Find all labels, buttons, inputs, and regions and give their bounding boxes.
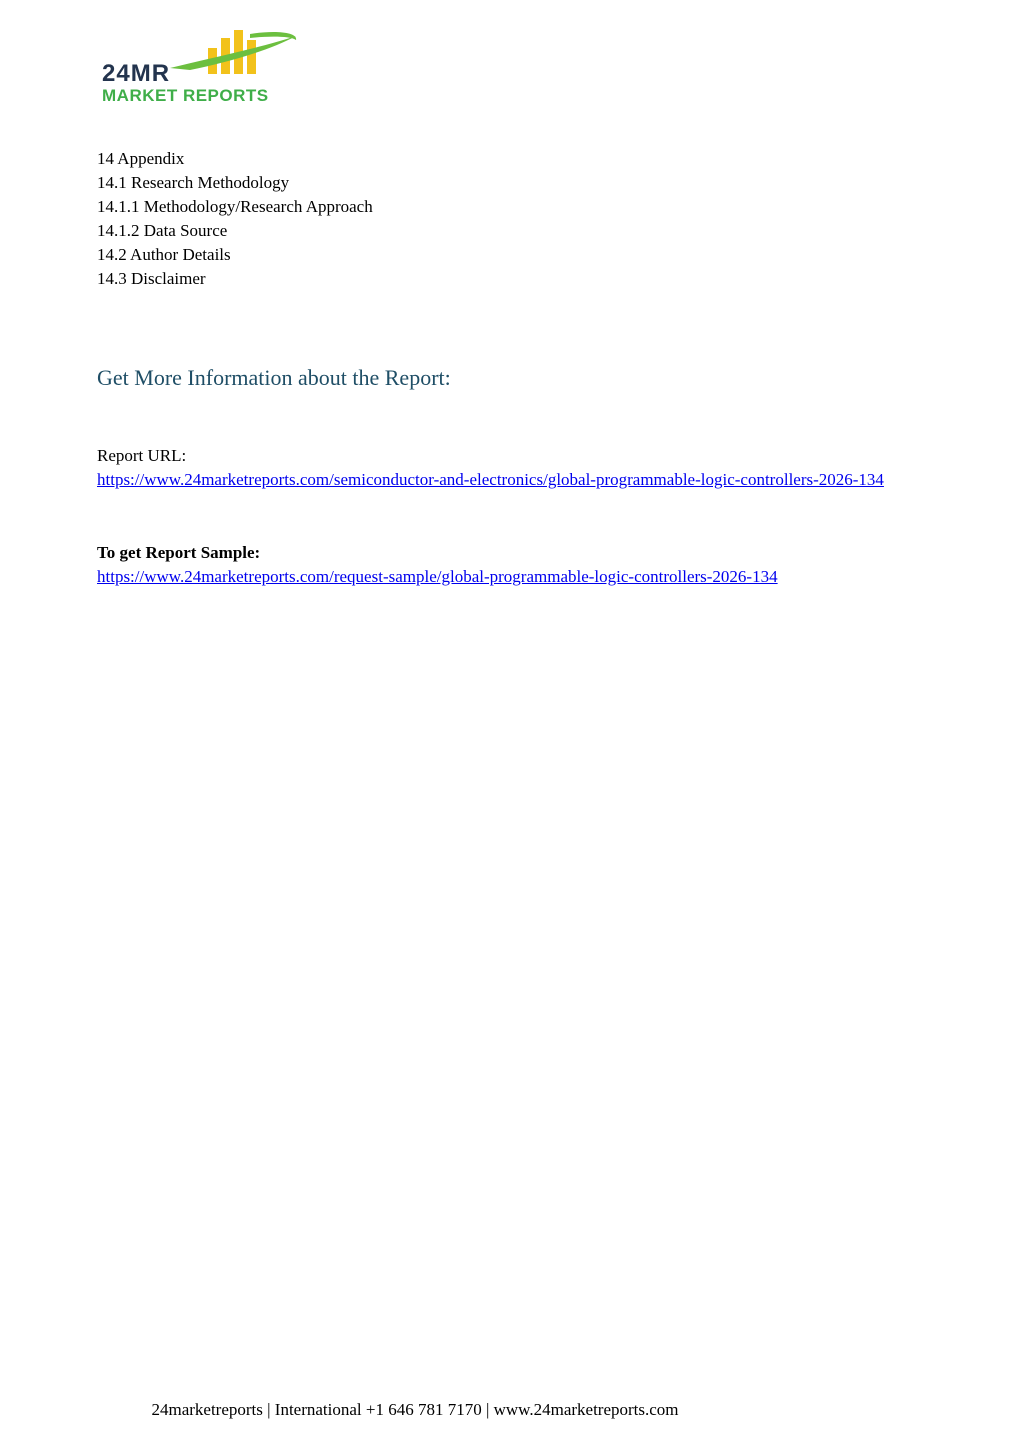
table-of-contents [97,147,373,291]
toc-item: 14 Appendix [97,149,185,168]
toc-item: 14.2 Author Details [97,245,231,264]
toc-item: 14.1.1 Methodology/Research Approach [97,197,373,216]
logo-text-24mr: 24MR [102,60,171,87]
toc-item: 14.1.2 Data Source [97,221,228,240]
sample-url-block [97,541,927,589]
sample-label: To get Report Sample: [97,543,261,562]
sample-url-link[interactable]: https://www.24marketreports.com/request-sample/global-programmable-logic-controllers-2026-134 [97,567,778,586]
toc-item: 14.3 Disclaimer [97,269,206,288]
report-url-label: Report URL: [97,446,187,465]
company-logo [100,28,310,108]
logo-text-market-reports: MARKET REPORTS [102,86,269,105]
more-info-heading: Get More Information about the Report: [97,365,451,390]
toc-item: 14.1 Research Methodology [97,173,290,192]
report-url-link[interactable]: https://www.24marketreports.com/semiconductor-and-electronics/global-programmable-logic-controllers-2026-134 [97,470,884,489]
report-url-block [97,444,927,492]
page-footer: 24marketreports | International +1 646 781 7170 | www.24marketreports.com [151,1400,679,1419]
